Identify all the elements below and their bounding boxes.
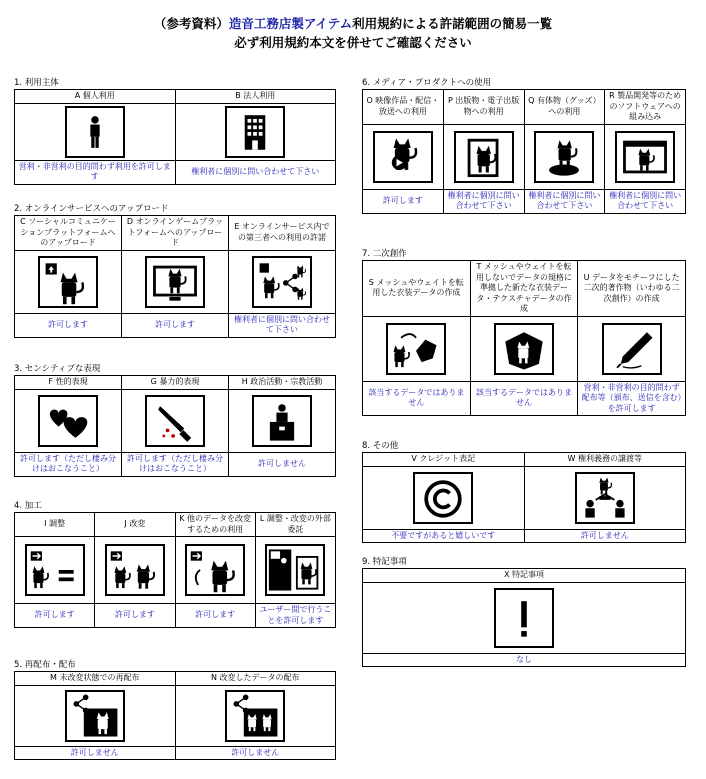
column-header: L 調整・改変の外部委託 [255, 513, 335, 537]
icon-cell [578, 316, 686, 381]
icon-cell [175, 103, 336, 160]
section-online-upload [14, 203, 336, 338]
permission-result: 許可します [175, 604, 255, 628]
column-header: U データをモチーフにした二次的著作物（いわゆる二次創作）の作成 [578, 261, 686, 317]
permission-result: 該当するデータではありません [470, 381, 578, 416]
section-title: 3. センシティブな表現 [14, 364, 101, 374]
column-header: G 暴力的表現 [122, 376, 229, 390]
pen-nib-icon-svg [604, 325, 660, 373]
reuse-icon [185, 544, 245, 596]
adjust-icon-svg [27, 546, 83, 594]
podium-icon [252, 395, 312, 447]
column-header: E オンラインサービス内での第三者への利用の許諾 [229, 216, 336, 251]
share-avatar-icon-svg [254, 258, 310, 306]
icon-cell [122, 250, 229, 313]
permission-result: 許可します [15, 604, 95, 628]
icon-cell [363, 466, 525, 529]
mesh-reuse-icon-svg [388, 325, 444, 373]
column-header: H 政治活動・宗教活動 [229, 376, 336, 390]
modify-icon-svg [107, 546, 163, 594]
permission-result: 許可します（ただし棲み分けはおこなうこと） [122, 452, 229, 476]
permission-table [14, 671, 336, 760]
adjust-icon [25, 544, 85, 596]
transfer-icon [575, 472, 635, 524]
permission-result: 該当するデータではありません [363, 381, 471, 416]
reuse-icon-svg [187, 546, 243, 594]
building-icon-svg [227, 108, 283, 156]
monitor-avatar-icon [145, 256, 205, 308]
distribute-modified-icon-svg [227, 692, 283, 740]
document-title [0, 14, 706, 52]
new-costume-icon-svg [496, 325, 552, 373]
section-title: 8. その他 [362, 441, 399, 451]
section-title: 7. 二次創作 [362, 249, 407, 259]
permission-result: 許可します [95, 604, 175, 628]
redistribute-icon-svg [67, 692, 123, 740]
section-media-products [362, 77, 686, 214]
permission-table [14, 89, 336, 185]
video-icon [373, 131, 433, 183]
icon-cell [15, 389, 122, 452]
permission-table [14, 512, 336, 628]
section-title: 2. オンラインサービスへのアップロード [14, 204, 169, 214]
hearts-icon [38, 395, 98, 447]
icon-cell [229, 389, 336, 452]
column-header: W 権利義務の譲渡等 [524, 453, 686, 467]
section-special-notes [362, 556, 686, 667]
permission-result: 営利・非営利の目的問わず利用を許可します [15, 160, 176, 184]
permission-result: 権利者に個別に問い合わせて下さい [443, 189, 524, 213]
icon-cell [15, 103, 176, 160]
icon-cell [255, 537, 335, 604]
copyright-icon [413, 472, 473, 524]
column-header: T メッシュやウェイトを転用しないでデータの規格に準拠した新たな衣装データ・テクスチャデータの作成 [470, 261, 578, 317]
title-line-2: 必ず利用規約本文を併せてご確認ください [234, 35, 472, 50]
new-costume-icon [494, 323, 554, 375]
section-title: 1. 利用主体 [14, 78, 59, 88]
mesh-reuse-icon [386, 323, 446, 375]
permission-table [14, 375, 336, 477]
publication-icon-svg [456, 133, 512, 181]
publication-icon [454, 131, 514, 183]
permission-result: 許可しません [524, 529, 686, 543]
title-line-1: （参考資料）造音工務店製アイテム利用規約による許諾範囲の簡易一覧 [153, 16, 553, 31]
goods-icon-svg [536, 133, 592, 181]
outsource-icon-svg [267, 546, 323, 594]
column-header: K 他のデータを改変するための利用 [175, 513, 255, 537]
section-processing [14, 500, 336, 628]
section-derivative-works [362, 248, 686, 416]
copyright-icon-svg [415, 474, 471, 522]
permission-table [362, 260, 686, 416]
column-header: Q 有体物（グッズ）への利用 [524, 90, 605, 125]
share-avatar-icon [252, 256, 312, 308]
permission-result: 許可しません [175, 746, 336, 760]
redistribute-icon [65, 690, 125, 742]
podium-icon-svg [254, 397, 310, 445]
permission-table [362, 568, 686, 667]
permission-result: 許可します [15, 313, 122, 337]
section-redistribution [14, 659, 336, 760]
exclamation-icon [494, 588, 554, 648]
goods-icon [534, 131, 594, 183]
permission-result: なし [363, 653, 686, 667]
permission-result: 許可します（ただし棲み分けはおこなうこと） [15, 452, 122, 476]
permission-table [362, 452, 686, 543]
column-header: S メッシュやウェイトを転用した衣装データの作成 [363, 261, 471, 317]
section-title: 5. 再配布・配布 [14, 660, 76, 670]
column-header: A 個人利用 [15, 90, 176, 104]
section-other [362, 440, 686, 543]
video-icon-svg [375, 133, 431, 181]
icon-cell [443, 124, 524, 189]
icon-cell [363, 316, 471, 381]
icon-cell [175, 685, 336, 746]
section-sensitive-expression [14, 363, 336, 477]
permission-result: 許可します [363, 189, 444, 213]
exclamation-icon-svg [496, 590, 552, 646]
icon-cell [524, 124, 605, 189]
permission-result: 権利者に個別に問い合わせて下さい [175, 160, 336, 184]
permission-table [362, 89, 686, 214]
building-icon [225, 106, 285, 158]
upload-avatar-icon [38, 256, 98, 308]
permission-result: 許可しません [229, 452, 336, 476]
icon-cell [95, 537, 175, 604]
permission-result: 営利・非営利の目的問わず配布等（頒布、送信を含む）を許可します [578, 381, 686, 416]
software-icon-svg [617, 133, 673, 181]
section-usage-entity [14, 77, 336, 185]
icon-cell [363, 582, 686, 653]
column-header: R 製品開発等のためのソフトウェアへの組み込み [605, 90, 686, 125]
column-header: P 出版物・電子出版物への利用 [443, 90, 524, 125]
monitor-avatar-icon-svg [147, 258, 203, 306]
icon-cell [15, 250, 122, 313]
permission-result: 権利者に個別に問い合わせて下さい [229, 313, 336, 337]
section-title: 4. 加工 [14, 501, 42, 511]
pen-nib-icon [602, 323, 662, 375]
person-icon-svg [67, 108, 123, 156]
column-header: V クレジット表記 [363, 453, 525, 467]
knife-icon [145, 395, 205, 447]
column-header: N 改変したデータの配布 [175, 672, 336, 686]
permission-result: 不要ですがあると嬉しいです [363, 529, 525, 543]
section-title: 9. 特記事項 [362, 557, 407, 567]
column-header: J 改変 [95, 513, 175, 537]
icon-cell [229, 250, 336, 313]
section-title: 6. メディア・プロダクトへの使用 [362, 78, 492, 88]
icon-cell [524, 466, 686, 529]
column-header: X 特記事項 [363, 569, 686, 583]
person-icon [65, 106, 125, 158]
permission-table [14, 215, 336, 338]
column-header: I 調整 [15, 513, 95, 537]
permission-result: 許可しません [15, 746, 176, 760]
distribute-modified-icon [225, 690, 285, 742]
permission-result: 権利者に個別に問い合わせて下さい [605, 189, 686, 213]
icon-cell [175, 537, 255, 604]
icon-cell [605, 124, 686, 189]
column-header: C ソーシャルコミュニケーションプラットフォームへのアップロード [15, 216, 122, 251]
icon-cell [122, 389, 229, 452]
permission-result: 許可します [122, 313, 229, 337]
permission-result: 権利者に個別に問い合わせて下さい [524, 189, 605, 213]
modify-icon [105, 544, 165, 596]
column-header: O 映像作品・配信・放送への利用 [363, 90, 444, 125]
icon-cell [15, 685, 176, 746]
icon-cell [15, 537, 95, 604]
column-header: B 法人利用 [175, 90, 336, 104]
outsource-icon [265, 544, 325, 596]
knife-icon-svg [147, 397, 203, 445]
icon-cell [470, 316, 578, 381]
column-header: D オンラインゲームプラットフォームへのアップロード [122, 216, 229, 251]
hearts-icon-svg [40, 397, 96, 445]
software-icon [615, 131, 675, 183]
icon-cell [363, 124, 444, 189]
column-header: F 性的表現 [15, 376, 122, 390]
brand-name: 造音工務店製アイテム [228, 16, 353, 31]
permission-result: ユーザー間で行うことを許可します [255, 604, 335, 628]
upload-avatar-icon-svg [40, 258, 96, 306]
transfer-icon-svg [577, 474, 633, 522]
column-header: M 未改変状態での再配布 [15, 672, 176, 686]
